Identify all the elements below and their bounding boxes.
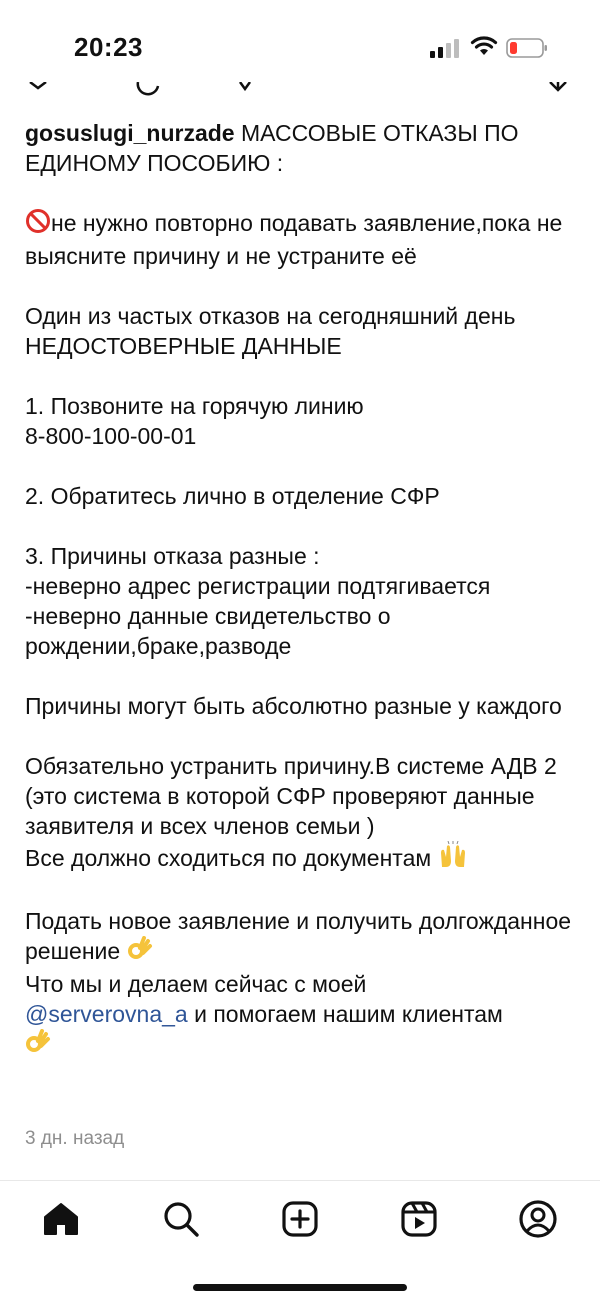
caption-line: 1. Позвоните на горячую линию: [25, 393, 364, 419]
caption-line: НЕДОСТОВЕРНЫЕ ДАННЫЕ: [25, 333, 342, 359]
wifi-icon: [470, 35, 498, 57]
caption-line: и помогаем нашим клиентам: [187, 1001, 503, 1027]
caption-line: -неверно данные свидетельство о рождении,браке,разводе: [25, 603, 391, 659]
caption-headline: МАССОВЫЕ ОТКАЗЫ ПО ЕДИНОМУ ПОСОБИЮ :: [25, 120, 519, 176]
profile-icon[interactable]: [508, 1198, 568, 1240]
battery-icon: [506, 37, 548, 59]
raising-hands-icon: [438, 841, 468, 876]
caption-line: Подать новое заявление и получить долгожданное решение: [25, 908, 572, 964]
cellular-signal-icon: [430, 38, 462, 58]
caption-line: Все должно сходиться по документам: [25, 845, 432, 871]
home-icon[interactable]: [31, 1198, 91, 1240]
ok-hand-icon: [25, 1029, 51, 1062]
ok-hand-icon: [127, 936, 153, 969]
no-entry-icon: [25, 208, 51, 241]
post-time-ago: 3 дн. назад: [25, 1128, 125, 1149]
caption-line: -неверно адрес регистрации подтягивается: [25, 573, 491, 599]
bottom-tab-bar: [0, 1180, 600, 1260]
caption-line: Что мы и делаем сейчас с моей: [25, 971, 367, 997]
caption-warning: не нужно повторно подавать заявление,пока не выясните причину и не устраните её: [25, 210, 563, 269]
post-username[interactable]: gosuslugi_nurzade: [25, 120, 235, 146]
caption-line: Один из частых отказов на сегодняшний день: [25, 303, 516, 329]
status-time: 20:23: [74, 32, 143, 62]
cropped-action-icons: [0, 82, 600, 96]
home-indicator[interactable]: [193, 1284, 407, 1291]
reels-icon[interactable]: [389, 1198, 449, 1240]
caption-line: Причины могут быть абсолютно разные у каждого: [25, 693, 562, 719]
search-icon[interactable]: [151, 1198, 211, 1240]
hotline-number: 8-800-100-00-01: [25, 423, 197, 449]
create-icon[interactable]: [270, 1198, 330, 1240]
post-caption: [25, 118, 585, 1062]
status-bar: [0, 0, 600, 92]
caption-line: Обязательно устранить причину.В системе АДВ 2 (это система в которой СФР проверяют данные заявителя и всех членов семьи ): [25, 753, 557, 839]
caption-line: 2. Обратитесь лично в отделение СФР: [25, 483, 440, 509]
caption-line: 3. Причины отказа разные :: [25, 543, 320, 569]
mention-link[interactable]: @serverovna_a: [25, 1001, 188, 1027]
